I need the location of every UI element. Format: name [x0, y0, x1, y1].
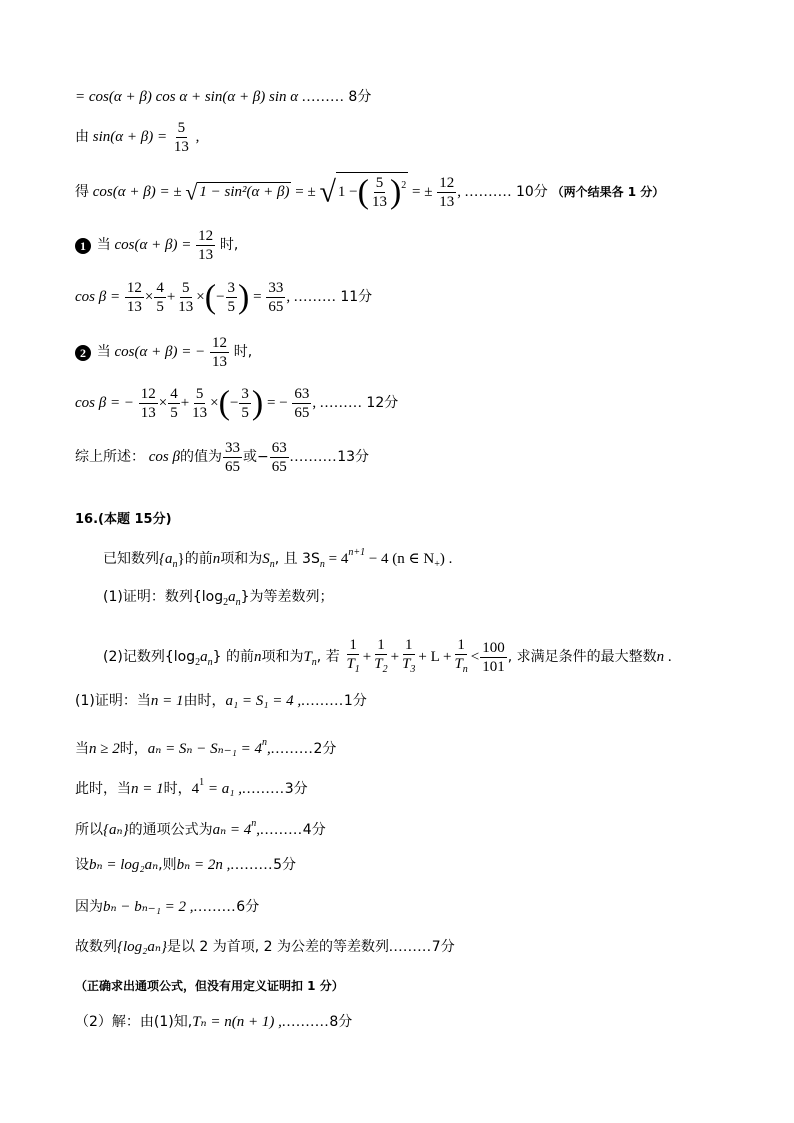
score-label: 1分	[343, 693, 367, 709]
text: } 的前	[212, 648, 254, 665]
denominator	[344, 655, 361, 678]
fraction	[168, 386, 180, 421]
fraction	[370, 175, 389, 210]
subscript: n	[311, 656, 317, 668]
variable: a	[228, 589, 236, 605]
text: 项和为	[220, 551, 263, 567]
text: 的前	[184, 551, 213, 567]
question-part-1	[103, 588, 334, 612]
subscript: n	[207, 656, 213, 668]
score-label: 13分	[337, 448, 370, 465]
score-label: 8分	[348, 89, 372, 105]
dot-leader: ..........	[289, 448, 338, 465]
variable: n	[212, 551, 221, 567]
fraction	[344, 637, 361, 678]
variable: T	[346, 656, 355, 672]
numerator: 1	[457, 637, 465, 653]
denominator: 65	[294, 405, 310, 421]
numerator: 63	[294, 386, 310, 402]
equation-lhs: cos(α + β) = −	[114, 343, 206, 360]
denominator: 65	[271, 459, 287, 475]
equation-lhs: cos β =	[75, 288, 121, 305]
punctuation: ,	[256, 822, 261, 838]
equation-lhs: sin(α + β) =	[92, 128, 168, 145]
expression: n ≥ 2	[89, 741, 120, 757]
subscript: 1	[354, 664, 360, 675]
subscript: 3	[410, 664, 416, 675]
dot-leader: .........	[260, 822, 303, 838]
denominator: 13	[192, 405, 208, 421]
sqrt-body: 1 − sin²(α + β)	[199, 183, 290, 200]
expression: a₁ = S₁ = 4 ,	[225, 693, 302, 709]
equals-sign: =	[253, 288, 262, 305]
paren-right: )	[389, 173, 402, 211]
fraction	[372, 637, 389, 678]
numerator: 12	[211, 335, 227, 351]
text: （2）解：由(1)知,	[75, 1014, 193, 1030]
circled-two-icon: 2	[75, 345, 91, 361]
dot-leader: .........	[319, 394, 363, 411]
punctuation: .	[664, 648, 672, 665]
solution-step-7	[75, 938, 455, 956]
fraction	[125, 280, 144, 315]
expression: n = 1	[150, 693, 184, 709]
text: 所以	[75, 822, 103, 838]
expression: ) .	[439, 551, 453, 567]
text: (2)记数列{log	[103, 648, 196, 665]
expression: }	[177, 551, 185, 567]
solution-line-6	[75, 335, 252, 370]
question-title: 16.(本题 15分)	[75, 512, 172, 527]
text: , 若	[316, 648, 340, 665]
numerator: 33	[224, 440, 240, 456]
numerator: 3	[241, 386, 249, 402]
numerator: 12	[439, 175, 455, 191]
denominator: 5	[156, 299, 164, 315]
text-prefix: 由	[75, 128, 89, 145]
numerator: 5	[375, 175, 384, 191]
numerator: 5	[195, 386, 204, 402]
solution-step-6	[75, 898, 259, 916]
exponent: n	[261, 737, 267, 748]
score-label: 4分	[302, 822, 326, 838]
fraction	[266, 280, 285, 315]
expression: 4	[191, 781, 200, 797]
text: 当	[75, 741, 89, 757]
paren-left: (	[218, 384, 230, 422]
subscript: n	[269, 559, 275, 570]
numerator: 1	[377, 637, 385, 653]
sqrt-icon: √	[319, 175, 336, 209]
subscript: 2	[223, 597, 229, 608]
solution-line-1	[75, 88, 371, 106]
exponent: n+1	[348, 547, 366, 558]
denominator: 13	[371, 194, 387, 210]
numerator: 12	[140, 386, 156, 402]
denominator	[452, 655, 469, 678]
expression: = 4	[324, 551, 349, 567]
minus-operator: −	[229, 394, 239, 411]
dot-leader: .........	[193, 899, 237, 915]
denominator: 65	[224, 459, 240, 475]
subscript: 2	[382, 664, 388, 675]
fraction	[480, 640, 507, 675]
text: , 且 3S	[274, 551, 320, 567]
score-label: 8分	[329, 1014, 353, 1030]
numerator: 1	[405, 637, 413, 653]
denominator: 13	[439, 194, 455, 210]
expression: = a₁ ,	[204, 781, 242, 797]
fraction	[452, 637, 469, 678]
denominator: 101	[482, 659, 505, 675]
solution-line-3	[75, 172, 664, 210]
equals-pm: = ±	[295, 183, 316, 200]
text: 此时，当	[75, 781, 131, 797]
equation-lhs: cos(α + β) =	[114, 236, 192, 253]
circled-one-icon: 1	[75, 238, 91, 254]
punctuation: ,	[195, 128, 200, 145]
expression: bₙ = log₂aₙ	[89, 857, 159, 873]
score-label: 12分	[366, 394, 399, 411]
denominator: 13	[173, 139, 189, 155]
denominator: 65	[268, 299, 284, 315]
punctuation: ,	[457, 183, 461, 200]
solution-step-8	[75, 1013, 352, 1031]
text-prefix: 得	[75, 183, 89, 200]
fraction	[190, 386, 209, 421]
expression: cos β	[148, 448, 180, 465]
one-minus: 1 −	[337, 183, 358, 200]
text: 时，	[163, 781, 192, 797]
fraction	[239, 386, 251, 421]
times-operator: ×	[196, 288, 205, 305]
equation: = cos(α + β) cos α + sin(α + β) sin α	[75, 89, 299, 105]
text: 故数列	[75, 939, 117, 955]
solution-line-7	[75, 386, 398, 421]
denominator: 13	[198, 247, 214, 263]
variable: n	[656, 648, 665, 665]
text: (1)证明：数列{log	[103, 589, 224, 605]
paren-left: (	[204, 278, 217, 316]
text: 已知数列	[103, 551, 159, 567]
numerator: 12	[126, 280, 142, 296]
exponent: n	[251, 818, 257, 829]
fraction	[226, 280, 238, 315]
exponent: 1	[199, 777, 205, 788]
dot-leader: ..........	[464, 183, 513, 200]
fraction	[210, 335, 229, 370]
solution-step-1	[75, 692, 367, 710]
expression: Tₙ = n(n + 1) ,	[192, 1014, 282, 1030]
variable: T	[454, 656, 463, 672]
ellipsis-operator: + L +	[418, 648, 452, 665]
dot-leader: .........	[301, 89, 345, 105]
equation-lhs: cos(α + β) = ±	[92, 183, 182, 200]
fraction	[196, 228, 215, 263]
text: 的通项公式为	[128, 822, 213, 838]
text-prefix: 综上所述：	[75, 448, 145, 465]
solution-step-5	[75, 856, 296, 874]
subscript: +	[434, 559, 440, 570]
punctuation: ,	[312, 394, 317, 411]
text: }为等差数列；	[240, 589, 334, 605]
equals-pm: = ±	[412, 183, 433, 200]
numerator: 4	[156, 280, 164, 296]
variable: T	[402, 656, 411, 672]
expression: aₙ = Sₙ − Sₙ₋₁ = 4	[147, 741, 262, 757]
numerator: 4	[170, 386, 178, 402]
numerator: 3	[227, 280, 236, 296]
score-label: 7分	[431, 939, 455, 955]
expression: {a	[159, 551, 173, 567]
fraction	[176, 280, 195, 315]
text: , 求满足条件的最大整数	[507, 648, 657, 665]
solution-step-3	[75, 774, 308, 798]
numerator: 1	[349, 637, 357, 653]
dot-leader: .........	[230, 857, 274, 873]
denominator: 5	[241, 405, 249, 421]
subscript: n	[235, 597, 241, 608]
expression: aₙ = 4	[212, 822, 252, 838]
text: 是以 2 为首项, 2 为公差的等差数列	[166, 939, 390, 955]
text: ,则	[158, 857, 177, 873]
subscript: n	[319, 559, 325, 570]
solution-line-2	[75, 120, 199, 155]
sqrt-body	[336, 172, 408, 210]
numerator: 33	[268, 280, 284, 296]
text-or: 或−	[242, 448, 269, 465]
solution-line-5	[75, 280, 372, 315]
expression: − 4 (n ∈ N	[365, 551, 435, 567]
dot-leader: ..........	[281, 1014, 330, 1030]
question-statement	[103, 544, 452, 574]
solution-line-8	[75, 440, 369, 475]
score-label: 6分	[236, 899, 260, 915]
denominator	[372, 655, 389, 678]
fraction	[172, 120, 191, 155]
text: 因为	[75, 899, 103, 915]
expression: n = 1	[131, 781, 164, 797]
subscript: 2	[195, 656, 201, 668]
denominator: 13	[140, 405, 156, 421]
variable: T	[374, 656, 383, 672]
score-label: 5分	[273, 857, 296, 873]
text-suffix: 时,	[219, 236, 239, 253]
grading-note: （正确求出通项公式，但没有用定义证明扣 1 分）	[75, 979, 344, 993]
expression: bₙ − bₙ₋₁ = 2 ,	[103, 899, 194, 915]
numerator: 5	[177, 120, 186, 136]
fraction	[292, 386, 311, 421]
variable: T	[303, 648, 312, 665]
dot-leader: .........	[301, 693, 344, 709]
paren-left: (	[357, 173, 369, 211]
denominator: 13	[178, 299, 194, 315]
denominator: 5	[227, 299, 236, 315]
numerator: 12	[198, 228, 214, 244]
variable: S	[262, 551, 270, 567]
variable: a	[200, 648, 208, 665]
score-label: 10分	[515, 183, 548, 200]
text-suffix: 时,	[233, 343, 253, 360]
score-label: 2分	[313, 741, 337, 757]
question-part-2	[103, 637, 672, 678]
plus-operator: +	[166, 288, 176, 305]
fraction	[437, 175, 456, 210]
text-prefix: 当	[96, 236, 111, 253]
times-operator: ×	[144, 288, 154, 305]
denominator	[400, 655, 417, 678]
dot-leader: .........	[270, 741, 314, 757]
times-operator: ×	[210, 394, 219, 411]
solution-step-4	[75, 815, 326, 839]
subscript: n	[462, 664, 468, 675]
text: (1)证明：当	[75, 693, 151, 709]
text: 由时，	[183, 693, 226, 709]
text: 设	[75, 857, 89, 873]
text: 时，	[119, 741, 148, 757]
denominator: 13	[126, 299, 142, 315]
fraction	[139, 386, 158, 421]
times-operator: ×	[158, 394, 168, 411]
text-prefix: 当	[96, 343, 111, 360]
plus-operator: +	[362, 648, 372, 665]
dot-leader: .........	[293, 288, 337, 305]
text: 项和为	[261, 648, 304, 665]
less-than-operator: <	[470, 648, 480, 665]
solution-step-2	[75, 734, 336, 758]
paren-right: )	[238, 278, 250, 316]
expression: {aₙ}	[103, 822, 129, 838]
fraction	[223, 440, 242, 475]
exponent: 2	[401, 179, 407, 191]
fraction	[154, 280, 166, 315]
expression: bₙ = 2n ,	[176, 857, 231, 873]
text-mid: 的值为	[179, 448, 222, 465]
equation-lhs: cos β = −	[75, 394, 134, 411]
dot-leader: .........	[389, 939, 432, 955]
plus-operator: +	[180, 394, 190, 411]
score-label: 3分	[284, 781, 308, 797]
denominator: 5	[170, 405, 178, 421]
minus-operator: −	[216, 288, 225, 305]
numerator: 100	[482, 640, 505, 656]
fraction	[400, 637, 417, 678]
denominator: 13	[211, 354, 227, 370]
equals-sign: = −	[267, 394, 288, 411]
solution-line-4	[75, 228, 238, 263]
subscript: n	[172, 559, 178, 570]
punctuation: ,	[266, 741, 271, 757]
punctuation: ,	[286, 288, 291, 305]
paren-right: )	[251, 384, 264, 422]
plus-operator: +	[390, 648, 400, 665]
sqrt-icon: √	[185, 179, 198, 205]
numerator: 63	[271, 440, 287, 456]
expression: {log₂aₙ}	[117, 939, 167, 955]
variable: n	[253, 648, 262, 665]
dot-leader: .........	[241, 781, 285, 797]
score-note: （两个结果各 1 分）	[551, 184, 665, 199]
score-label: 11分	[340, 288, 373, 305]
numerator: 5	[182, 280, 190, 296]
fraction	[270, 440, 289, 475]
